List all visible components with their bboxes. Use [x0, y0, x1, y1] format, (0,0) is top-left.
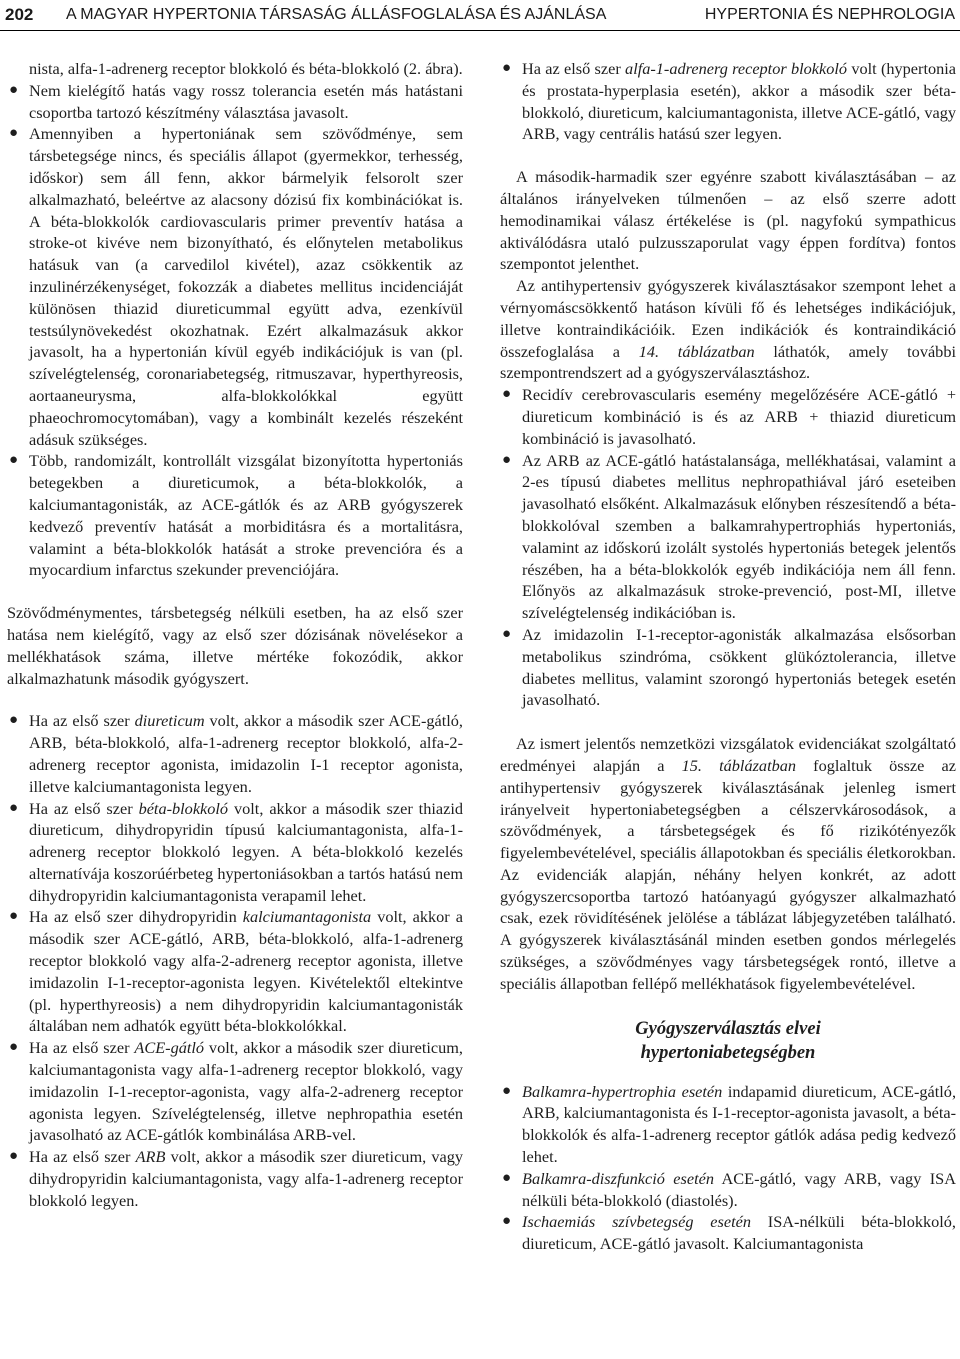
list-item	[7, 58, 463, 80]
right-column	[500, 58, 956, 1255]
bullet-icon: ●	[502, 451, 512, 468]
page-number: 202	[5, 5, 34, 24]
list-item: ● Az ARB az ACE-gátló hatástalansága, mellékhatásai, valamint a 2-es típusú diabetes mellitus nephropathiával járó eseteiben javasolható elsőként. Alkalmazásuk előnyben részesítendő a béta-blokkolóval szemben a balkamrahypertrophiás hypertoniás, valamint az időskorú izolált systolés hypertoniás betegek jelentős részében, ha a béta-blokkolók egyéb indikációja nem áll fenn. Előnyös az alkalmazásuk stroke-prevenció, post-MI, illetve szívelégtelenség indikációban is.	[502, 450, 956, 623]
bullet-icon: ●	[502, 625, 512, 642]
drug-class-term: diureticum	[134, 711, 205, 731]
condition-term: Balkamra-hypertrophia esetén	[522, 1081, 723, 1101]
bullet-icon: ●	[9, 712, 19, 729]
section-heading: Gyógyszerválasztás elvei hypertoniabetegségben	[635, 1018, 821, 1063]
condition-term: Balkamra-diszfunkció esetén	[522, 1168, 714, 1188]
list-item-text: Több, randomizált, kontrollált vizsgálat bizonyította hypertoniás betegekben a diureticumok, a béta-blokkolók, a kalciumantagonisták, az ACE-gátlók és az ARB gyógyszerek kedvező preventív hatását a morbiditásra és a mortalitásra, valamint a béta-blokkolók hatását a stroke prevencióra és a myocardium infarctus szekunder prevenciójára.	[29, 451, 463, 580]
list-item: ● Ha az első szer dihydropyridin kalciumantagonista volt, akkor a második szer ACE-gátló, ARB, béta-blokkoló, alfa-1-adrenerg receptor blokkoló vagy alfa-2-adrenerg receptor agonista, illetve imidazolin I-1-receptor-agonista legyen. Kivételektől eltekintve (pl. hyperthyreosis) a nem dihydropyridin kalciumantagonisták általában nem adhatók együtt béta-blokkolókkal.	[9, 907, 463, 1036]
left-second-list	[7, 710, 463, 1211]
list-item-text: Amennyiben a hypertoniának sem szövődménye, sem társbetegsége nincs, és speciális állapot (gyermekkor, terhesség, időskor) sem áll fenn, akkor bármelyik felsorolt szer alkalmazható, beleértve az alacsony dózisú fix kombinációkat is. A béta-blokkolók cardiovascularis primer preventív hatása a stroke-ot kivéve nem bizonyítható, és előnytelen metabolikus hatásuk van (a carvedilol kivétel), azaz csökkentik az inzulinérzékenységet, fokozzák a diabetes mellitus incidenciáját különösen thiazid diureticummal együtt adva, ezenkívül testsúlynövekedést okozhatnak. Ezért alkalmazásuk akkor javasolt, ha a hypertonián kívül egyéb indikációjuk is van (pl. szívelégtelenség, coronariabetegség, ritmuszavar, hyperthyreosis, aortaaneurysma, alfa-blokkolókkal együtt phaeochromocytomában), vagy a kombinált kezelés részeként adásuk szükséges.	[29, 124, 463, 449]
list-item: ● Ha az első szer béta-blokkoló volt, akkor a második szer thiazid diureticum, dihydropyridin típusú kalciumantagonista, alfa-1-adrenerg receptor blokkoló legyen. A béta-blokkoló kezelés alternatívája koszorúérbeteg hypertoniásokban a tartós hatású nem dihydropyridin kalciumantagonista verapamil lehet.	[9, 798, 463, 905]
journal-title: HYPERTONIA ÉS NEPHROLOGIA	[704, 6, 955, 23]
list-item: ● Az imidazolin I-1-receptor-agonisták alkalmazása elsősorban metabolikus szindróma, csökkent glükóztolerancia, illetve diabetes mellitus, valamint szorongó hypertoniás betegek esetén javasolható.	[502, 624, 956, 710]
list-item-text: Nem kielégítő hatás vagy rossz tolerancia esetén más hatástani csoportba tartozó készítmény választása javasolt.	[29, 80, 463, 122]
right-top-list	[500, 58, 956, 145]
list-item: ● Ischaemiás szívbetegség esetén ISA-nélküli béta-blokkoló, diureticum, ACE-gátló javasolt. Kalciumantagonista	[502, 1212, 956, 1254]
body-paragraph: Szövődménymentes, társbetegség nélküli esetben, ha az első szer hatása nem kielégítő, vagy az első szer dózisának növelésekor a mellékhatások száma, illetve mértéke fokozódik, akkor alkalmazhatunk második gyógyszert.	[7, 603, 463, 688]
bullet-icon: ●	[502, 386, 512, 403]
list-item: ● Ha az első szer diureticum volt, akkor a második szer ACE-gátló, ARB, béta-blokkoló, alfa-1-adrenerg receptor blokkoló, alfa-2-adrenerg receptor agonista, imidazolin I-1 receptor agonista, illetve kalciumantagonista legyen.	[9, 711, 464, 796]
body-paragraph: Az ismert jelentős nemzetközi vizsgálatok evidenciákat szolgáltató eredményei alapján a 15. táblázatban foglaltuk össze az antihypertensiv gyógyszerek kiválasztásának jelenleg ismert irányelveit hypertoniabetegségben a célszervkárosodások, a szövődmények, a társbetegségek és fő rizikótényezők figyelembevételével, speciális állapotokban és speciális életkorokban. Az evidenciák alapján, néhány helyen konkrét, az adott gyógyszercsoportba tartozó hatóanyagú gyógyszer alkalmazható csak, ezek rövidítésének jelölése a táblázat lábjegyzetében található. A gyógyszerek kiválasztásánál minden esetben gondos mérlegelés szükséges, a szövődményes vagy társbetegségek rontó, illetve a speciális állapotban fellépő mellékhatások figyelembevételével.	[500, 734, 956, 993]
list-item: ● Recidív cerebrovascularis esemény megelőzésére ACE-gátló + diureticum kombináció is és az ARB + thiazid diureticum kombináció is javasolható.	[502, 385, 956, 448]
bullet-icon: ●	[502, 1082, 512, 1099]
bullet-icon: ●	[9, 1148, 19, 1165]
right-mid-list	[500, 384, 956, 711]
running-header	[0, 0, 960, 31]
left-column	[7, 58, 463, 1212]
bullet-icon: ●	[9, 452, 19, 469]
left-top-list	[7, 58, 463, 581]
drug-class-term: alfa-1-adrenerg receptor blokkoló	[625, 59, 848, 78]
bullet-icon: ●	[9, 908, 19, 925]
chapter-title: A MAGYAR HYPERTONIA TÁRSASÁG ÁLLÁSFOGLALÁSA ÉS AJÁNLÁSA	[66, 6, 607, 23]
bullet-icon: ●	[9, 81, 19, 98]
list-item-text: nista, alfa-1-adrenerg receptor blokkoló és béta-blokkoló (2. ábra).	[29, 59, 463, 78]
list-item: ● Balkamra-hypertrophia esetén indapamid diureticum, ACE-gátló, ARB, kalciumantagonista és I-1-receptor-agonista javasolt, a béta-blokkolók és alfa-1-adrenerg receptor gátlók adása pedig kedvező lehet.	[502, 1081, 957, 1167]
bullet-icon: ●	[9, 799, 19, 816]
list-item: ● Ha az első szer ACE-gátló volt, akkor a második szer diureticum, kalciumantagonista vagy alfa-1-adrenerg receptor blokkoló, vagy imidazolin I-1-receptor-agonista, vagy alfa-2-adrenerg receptor agonista legyen. Szívelégtelenség, illetve nephropathia esetén javasolható az ACE-gátlók kombinálása ARB-vel.	[9, 1038, 464, 1145]
drug-class-term: ACE-gátló	[134, 1038, 205, 1058]
bullet-icon: ●	[502, 1213, 512, 1230]
body-paragraph: Az antihypertensiv gyógyszerek kiválasztásakor szempont lehet a vérnyomáscsökkentő hatáson kívüli fő és lehetséges indikációjuk, illetve kontraindikációik. Ezen indikációk és kontraindikáció összefoglalása a 14. táblázatban láthatók, amely további szempontrendszert ad a gyógyszerválasztáshoz.	[500, 276, 956, 383]
drug-class-term: béta-blokkoló	[138, 798, 229, 818]
drug-class-term: ARB	[135, 1147, 166, 1167]
list-item: ● Ha az első szer alfa-1-adrenerg receptor blokkoló volt (hypertonia és prostata-hyperplasia esetén), akkor a második szer béta-blokkoló, diureticum, kalciumantagonista, illetve ACE-gátló, vagy ARB, vagy centrális hatású szer legyen.	[502, 59, 957, 144]
table-reference: 14. táblázatban	[638, 341, 755, 361]
bullet-icon: ●	[9, 1039, 19, 1056]
list-item: ● Balkamra-diszfunkció esetén ACE-gátló, vagy ARB, vagy ISA nélküli béta-blokkoló (diastolés).	[502, 1168, 956, 1210]
table-reference: 15. táblázatban	[681, 755, 797, 775]
body-paragraph: A második-harmadik szer egyénre szabott kiválasztásában – az általános irányelveken túlmenően – az első szerre adott hemodinamikai válasz értékelése is (pl. nagyfokú sympathicus aktiválódásra utaló pulzusszaporulat vagy éppen fordítva) fontos szempontot jelenthet.	[500, 167, 956, 274]
list-item	[7, 123, 463, 450]
list-item: ● Ha az első szer ARB volt, akkor a második szer diureticum, vagy dihydropyridin kalciumantagonista, vagy alfa-1-adrenerg receptor blokkoló legyen.	[9, 1147, 464, 1210]
list-item	[7, 450, 463, 581]
bullet-icon: ●	[502, 1169, 512, 1186]
drug-class-term: kalciumantagonista	[242, 907, 372, 927]
list-item	[7, 80, 463, 124]
condition-term: Ischaemiás szívbetegség esetén	[522, 1212, 751, 1232]
bullet-icon: ●	[9, 125, 19, 142]
right-bottom-list	[500, 1081, 956, 1255]
bullet-icon: ●	[502, 60, 512, 76]
